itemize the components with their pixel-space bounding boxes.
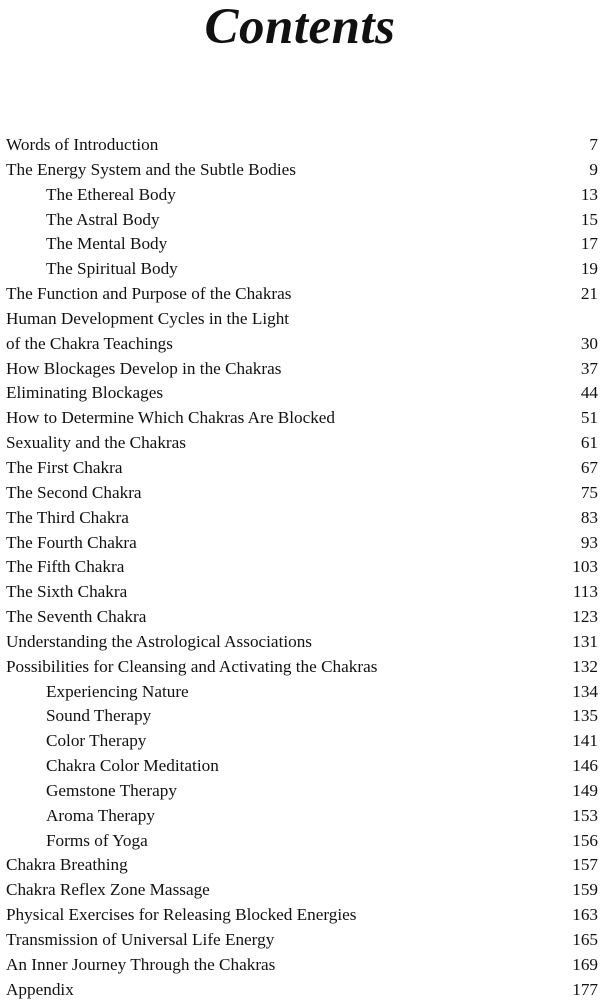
toc-entry [6,481,598,506]
toc-page-number: 163 [572,905,598,925]
toc-entry-title: Possibilities for Cleansing and Activating the Chakras [6,656,378,676]
toc-entry [6,183,598,208]
toc-entry [6,282,598,307]
toc-page-number: 135 [572,706,598,726]
toc-entry-title: The Second Chakra [6,482,142,502]
toc-page-number: 15 [580,209,598,229]
toc-entry [6,307,598,332]
toc-entry [6,878,598,903]
toc-page-number: 123 [572,607,598,627]
toc-entry [6,680,598,705]
toc-page-number: 37 [580,358,598,378]
toc-entry [6,928,598,953]
toc-page-number: 30 [580,333,598,353]
toc-page-number: 51 [580,408,598,428]
toc-page-number: 17 [580,234,598,254]
toc-page-number: 19 [580,259,598,279]
toc-page-number: 44 [580,383,598,403]
toc-entry [6,903,598,928]
toc-entry-title: The Function and Purpose of the Chakras [6,284,292,304]
toc-page-number: 159 [572,880,598,900]
toc-entry-title: The Third Chakra [6,507,129,527]
toc-entry [6,953,598,978]
toc-entry-title: How Blockages Develop in the Chakras [6,358,282,378]
toc-entry [6,456,598,481]
toc-entry-title: Sound Therapy [46,706,152,726]
toc-entry-title: The Energy System and the Subtle Bodies [6,159,296,179]
toc-entry [6,555,598,580]
toc-entry [6,779,598,804]
toc-entry-title: The Ethereal Body [46,184,176,204]
toc-entry-title: The Mental Body [46,234,168,254]
toc-entry [6,431,598,456]
toc-entry [6,257,598,282]
toc-entry-title: How to Determine Which Chakras Are Blocked [6,408,336,428]
toc-entry [6,829,598,854]
toc-entry-title: Eliminating Blockages [6,383,164,403]
toc-entry [6,232,598,257]
toc-page-number: 7 [589,135,598,154]
toc-page-number: 83 [580,507,598,527]
toc-entry-title: Experiencing Nature [46,681,189,701]
toc-entry [6,506,598,531]
toc-page-number: 169 [572,954,598,974]
toc-entry-title: The Seventh Chakra [6,607,147,627]
toc-entry [6,208,598,233]
toc-entry [6,357,598,382]
toc-entry-title: of the Chakra Teachings [6,333,173,353]
toc-entry-title: Words of Introduction [6,135,159,154]
toc-entry [6,853,598,878]
table-of-contents [6,133,598,1003]
toc-entry-title: Aroma Therapy [46,805,155,825]
toc-page-number: 9 [589,159,598,179]
toc-entry [6,133,598,158]
toc-entry [6,531,598,556]
toc-entry-title: The Astral Body [46,209,160,229]
toc-entry [6,804,598,829]
toc-entry-title: Human Development Cycles in the Light [6,308,290,328]
toc-entry [6,630,598,655]
toc-page-number: 61 [580,433,598,453]
toc-entry-title: Appendix [6,979,74,999]
toc-entry-title: Color Therapy [46,731,147,751]
toc-entry [6,605,598,630]
toc-entry [6,580,598,605]
toc-entry-title: Understanding the Astrological Associations [6,631,312,651]
toc-entry-title: The Fourth Chakra [6,532,137,552]
toc-page-number: 157 [572,855,598,875]
toc-entry-title: Chakra Breathing [6,855,128,875]
toc-page-number: 75 [580,482,598,502]
toc-page-number: 141 [572,731,598,751]
toc-page-number: 131 [572,631,598,651]
toc-entry [6,704,598,729]
toc-page-number: 153 [572,805,598,825]
toc-entry-title: Physical Exercises for Releasing Blocked Energies [6,905,357,925]
toc-page-number: 21 [580,284,598,304]
toc-entry-title: Chakra Reflex Zone Massage [6,880,210,900]
toc-entry [6,978,598,1003]
toc-entry [6,406,598,431]
toc-entry-title: Transmission of Universal Life Energy [6,930,275,949]
toc-entry-title: Chakra Color Meditation [46,756,219,776]
toc-entry [6,332,598,357]
toc-page-number: 156 [572,830,598,850]
toc-entry-title: The Spiritual Body [46,259,178,279]
toc-page-number: 13 [580,184,598,204]
toc-entry-title: Gemstone Therapy [46,780,177,800]
toc-entry-title: Sexuality and the Chakras [6,433,186,453]
toc-entry [6,754,598,779]
toc-entry [6,729,598,754]
toc-page-number: 146 [572,756,598,776]
toc-page-number: 134 [572,681,598,701]
toc-page-number: 149 [572,780,598,800]
toc-page-number: 132 [572,656,598,676]
page-title: Contents [204,0,396,55]
toc-entry [6,158,598,183]
toc-page-number: 177 [572,979,598,999]
toc-entry-title: The Fifth Chakra [6,557,125,577]
toc-entry-title: An Inner Journey Through the Chakras [6,954,276,974]
toc-entry [6,655,598,680]
toc-entry-title: The First Chakra [6,457,123,477]
toc-page-number: 93 [580,532,598,552]
toc-entry-title: Forms of Yoga [46,830,148,850]
toc-page-number: 113 [572,582,598,602]
toc-page-number: 103 [572,557,598,577]
toc-entry [6,381,598,406]
toc-page-number: 165 [572,930,598,949]
toc-page-number: 67 [580,457,598,477]
toc-entry-title: The Sixth Chakra [6,582,128,602]
